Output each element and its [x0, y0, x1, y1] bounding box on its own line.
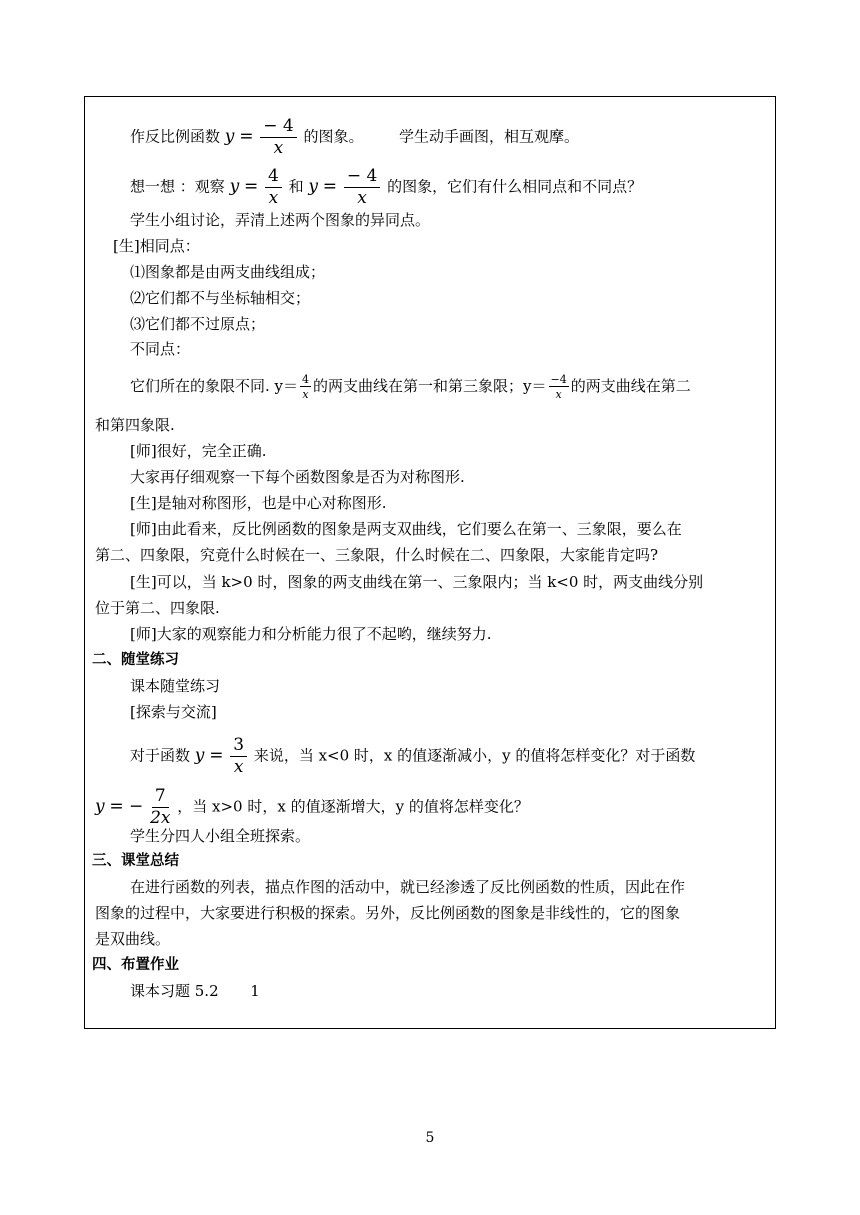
text-line-13: [生]是轴对称图形，也是中心对称图形. — [130, 494, 387, 512]
fraction-denominator: x — [357, 188, 367, 208]
fraction — [265, 168, 282, 207]
math-variable: y — [229, 176, 240, 197]
fraction-denominator: x — [302, 388, 309, 401]
fraction-numerator: −4 — [550, 373, 567, 386]
text-segment: 它们所在的象限不同. y＝ — [130, 377, 299, 395]
math-operator: = — [239, 126, 254, 147]
math-variable: y — [194, 745, 205, 766]
math-operator: = — [322, 176, 338, 197]
fraction-numerator: 4 — [302, 373, 310, 386]
section-heading-homework: 四、布置作业 — [92, 957, 179, 973]
fraction-numerator: 7 — [152, 788, 169, 808]
text-line-17: 位于第二、四象限. — [95, 599, 220, 617]
fraction — [549, 374, 569, 400]
text-line-14: [师]由此看来，反比例函数的图象是两支双曲线，它们要么在第一、三象限，要么在 — [130, 520, 682, 538]
fraction — [230, 737, 247, 776]
text-line-4: [生]相同点： — [113, 237, 200, 255]
fraction-denominator: x — [268, 188, 279, 208]
text-line-12: 大家再仔细观察一下每个函数图象是否为对称图形. — [130, 468, 465, 486]
text-line-24: 在进行函数的列表，描点作图的活动中，就已经渗透了反比例函数的性质，因此在作 — [130, 878, 686, 896]
text-line-6: ⑵它们都不与坐标轴相交； — [130, 289, 311, 307]
math-variable: y — [308, 176, 318, 197]
math-operator: = — [209, 745, 224, 766]
fraction-denominator: 2x — [150, 808, 171, 828]
section-heading-practice: 二、随堂练习 — [92, 652, 179, 668]
text-line-18: [师]大家的观察能力和分析能力很了不起哟，继续努力. — [130, 625, 492, 643]
text-segment: 的两支曲线在第二 — [570, 377, 691, 395]
fraction-numerator: − 4 — [344, 168, 380, 188]
text-line-22 — [95, 788, 529, 827]
math-operator: = — [243, 176, 259, 197]
text-line-23: 学生分四人小组全班探索。 — [130, 827, 311, 845]
text-line-26: 是双曲线。 — [95, 930, 171, 948]
text-segment: 1 — [250, 982, 260, 1000]
text-line-9 — [130, 374, 691, 400]
fraction-denominator: x — [273, 138, 284, 158]
text-line-19: 课本随堂练习 — [130, 677, 221, 695]
text-line-25: 图象的过程中，大家要进行积极的探索。另外，反比例函数的图象是非线性的，它的图象 — [95, 904, 681, 922]
text-segment: 学生动手画图，相互观摩。 — [399, 127, 580, 146]
fraction-numerator: 4 — [265, 168, 282, 188]
text-line-11: [师]很好，完全正确. — [130, 442, 267, 460]
fraction — [150, 788, 170, 827]
section-heading-summary: 三、课堂总结 — [92, 853, 179, 869]
text-line-20: [探索与交流] — [130, 703, 217, 721]
text-line-16: [生]可以，当 k>0 时，图象的两支曲线在第一、三象限内；当 k<0 时，两支曲线分别 — [130, 573, 704, 591]
text-line-7: ⑶它们都不过原点； — [130, 315, 266, 333]
fraction-numerator: − 4 — [260, 118, 296, 138]
text-segment: 想一想 ：观察 — [130, 177, 225, 196]
text-segment: 课本习题 5.2 — [130, 982, 219, 1000]
text-segment: 的图象。 — [303, 127, 364, 146]
fraction — [344, 168, 380, 207]
text-segment: 作反比例函数 — [130, 127, 221, 146]
text-line-8: 不同点： — [130, 340, 191, 358]
text-line-15: 第二、四象限，究竟什么时候在一、三象限，什么时候在二、四象限，大家能肯定吗? — [95, 546, 659, 564]
text-line-21 — [130, 737, 695, 776]
text-line-1 — [130, 118, 579, 157]
fraction-numerator: 3 — [230, 737, 247, 757]
text-segment: 对于函数 — [130, 746, 191, 765]
math-variable: y — [95, 796, 105, 817]
text-segment: 的两支曲线在第一和第三象限；y＝ — [313, 377, 547, 395]
text-line-10: 和第四象限. — [95, 416, 175, 434]
math-operator: = − — [109, 796, 144, 817]
fraction-denominator: x — [233, 757, 244, 777]
page-number: 5 — [425, 1130, 435, 1146]
text-segment: 的图象，它们有什么相同点和不同点？ — [387, 177, 643, 196]
text-line-5: ⑴图象都是由两支曲线组成； — [130, 263, 326, 281]
text-line-27 — [130, 981, 260, 1001]
text-segment: 来说，当 x<0 时，x 的值逐渐减小，y 的值将怎样变化？对于函数 — [253, 746, 696, 765]
fraction — [260, 118, 296, 157]
fraction — [300, 374, 311, 400]
text-line-2 — [130, 168, 642, 207]
text-segment: ，当 x>0 时，x 的值逐渐增大，y 的值将怎样变化？ — [177, 797, 529, 816]
text-line-3: 学生小组讨论，弄清上述两个图象的异同点。 — [130, 211, 431, 229]
text-segment: 和 — [288, 177, 304, 196]
fraction-denominator: x — [555, 388, 562, 401]
math-variable: y — [224, 126, 235, 147]
